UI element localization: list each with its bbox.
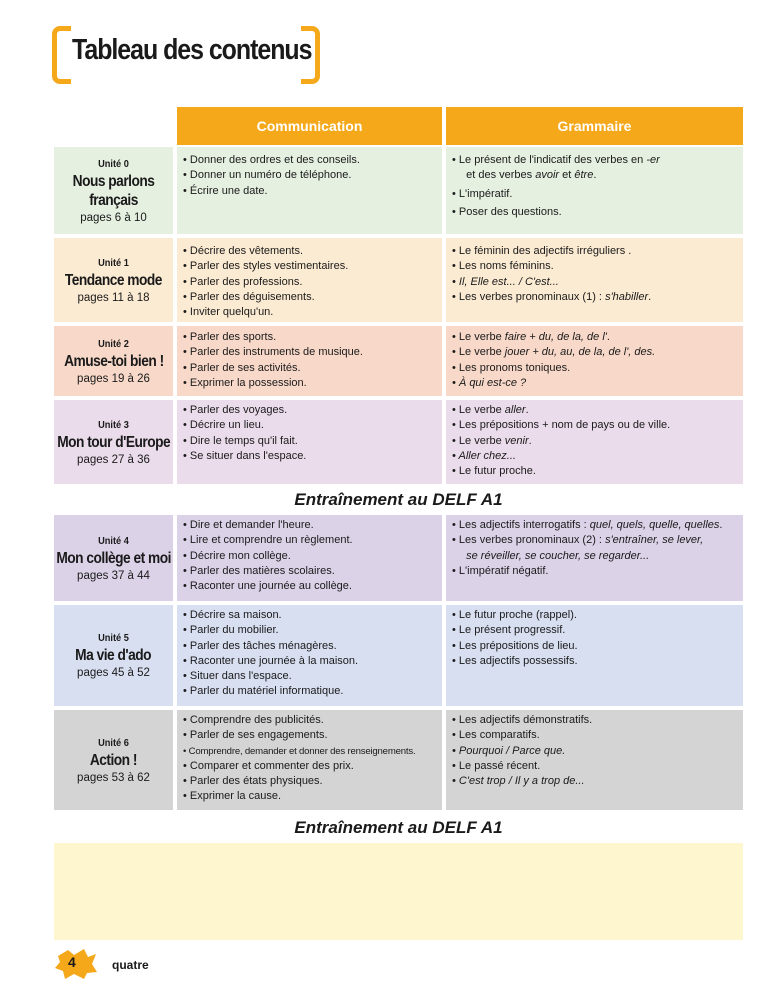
- page-title: Tableau des contenus: [72, 34, 312, 66]
- unit-pages: pages 53 à 62: [77, 771, 150, 784]
- unit-cell: [54, 710, 173, 810]
- communication-item: • Parler des déguisements.: [183, 290, 438, 305]
- grammaire-cell: [446, 147, 743, 234]
- grammaire-item: • Les prépositions de lieu.: [452, 639, 739, 654]
- communication-item: • Parler de ses activités.: [183, 361, 438, 376]
- communication-item: • Donner des ordres et des conseils.: [183, 153, 438, 168]
- communication-item: • Dire et demander l'heure.: [183, 518, 438, 533]
- unit-label: Unité 3: [98, 418, 129, 431]
- communication-item: • Inviter quelqu'un.: [183, 305, 438, 320]
- grammaire-item: • Le présent de l'indicatif des verbes en -er et des verbes avoir et être.: [452, 153, 739, 184]
- communication-item: • Raconter une journée à la maison.: [183, 654, 438, 669]
- unit-label: Unité 1: [98, 256, 129, 269]
- page-number-word: quatre: [112, 958, 149, 972]
- unit-name: Nous parlons français: [72, 172, 155, 209]
- unit-label: Unité 0: [98, 157, 129, 170]
- communication-cell: [177, 400, 442, 484]
- communication-item: • Parler des matières scolaires.: [183, 564, 438, 579]
- unit-row-5: [54, 605, 743, 706]
- communication-item: • Comprendre des publicités.: [183, 713, 438, 728]
- unit-row-0: [54, 147, 743, 234]
- grammaire-cell: [446, 605, 743, 706]
- grammaire-item: • Les pronoms toniques.: [452, 361, 739, 376]
- communication-item: • Raconter une journée au collège.: [183, 579, 438, 594]
- grammaire-item: • Le verbe venir.: [452, 434, 739, 449]
- page-number-badge: [54, 948, 96, 980]
- grammaire-item: • Les verbes pronominaux (2) : s'entraîner, se lever, se réveiller, se coucher, se regarder...: [452, 533, 739, 564]
- unit-cell: [54, 400, 173, 484]
- grammaire-item: • Les verbes pronominaux (1) : s'habiller.: [452, 290, 739, 305]
- grammaire-item: • Le verbe jouer + du, au, de la, de l', des.: [452, 345, 739, 360]
- communication-item: • Parler des sports.: [183, 330, 438, 345]
- communication-item: • Parler des professions.: [183, 275, 438, 290]
- unit-cell: [54, 605, 173, 706]
- unit-label: Unité 4: [98, 534, 129, 547]
- unit-name: Tendance mode: [64, 271, 163, 289]
- communication-item: • Parler des états physiques.: [183, 774, 438, 789]
- communication-cell: [177, 147, 442, 234]
- unit-pages: pages 11 à 18: [77, 291, 150, 304]
- unit-label: Unité 6: [98, 736, 129, 749]
- communication-cell: [177, 710, 442, 810]
- page-number: 4: [68, 954, 76, 970]
- grammaire-item: • Poser des questions.: [452, 205, 739, 220]
- communication-item: • Lire et comprendre un règlement.: [183, 533, 438, 548]
- unit-cell: [54, 147, 173, 234]
- communication-item: • Exprimer la possession.: [183, 376, 438, 391]
- grammaire-item: • Aller chez...: [452, 449, 739, 464]
- grammaire-item: • Le futur proche (rappel).: [452, 608, 739, 623]
- grammaire-item: • Le féminin des adjectifs irréguliers .: [452, 244, 739, 259]
- unit-name: Amuse-toi bien !: [63, 352, 164, 370]
- communication-item: • Parler des instruments de musique.: [183, 345, 438, 360]
- communication-item: • Parler du mobilier.: [183, 623, 438, 638]
- communication-item: • Parler des tâches ménagères.: [183, 639, 438, 654]
- grammaire-item: • Les noms féminins.: [452, 259, 739, 274]
- communication-item: • Comprendre, demander et donner des renseignements.: [183, 744, 438, 759]
- left-bracket-decoration: [52, 26, 71, 84]
- communication-item: • Parler des voyages.: [183, 403, 438, 418]
- communication-item: • Donner un numéro de téléphone.: [183, 168, 438, 183]
- unit-label: Unité 5: [98, 632, 129, 644]
- unit-pages: pages 37 à 44: [77, 569, 150, 582]
- communication-item: • Décrire des vêtements.: [183, 244, 438, 259]
- grammaire-item: • Le verbe faire + du, de la, de l'.: [452, 330, 739, 345]
- unit-row-3: [54, 400, 743, 484]
- delf-section-heading: Entraînement au DELF A1: [294, 490, 503, 509]
- grammaire-item: • C'est trop / Il y a trop de...: [452, 774, 739, 789]
- communication-item: • Se situer dans l'espace.: [183, 449, 438, 464]
- unit-name: Mon tour d'Europe: [57, 433, 170, 451]
- communication-item: • Écrire une date.: [183, 184, 438, 199]
- grammaire-cell: [446, 710, 743, 810]
- communication-cell: [177, 515, 442, 601]
- grammaire-item: • À qui est-ce ?: [452, 376, 739, 391]
- unit-row-1: [54, 238, 743, 322]
- grammaire-item: • Les comparatifs.: [452, 728, 739, 743]
- unit-cell: [54, 238, 173, 322]
- grammaire-item: • Il, Elle est... / C'est...: [452, 275, 739, 290]
- unit-name: Ma vie d'ado: [75, 647, 152, 664]
- grammaire-item: • Le futur proche.: [452, 464, 739, 479]
- communication-item: • Parler du matériel informatique.: [183, 684, 438, 699]
- unit-row-2: [54, 326, 743, 396]
- communication-item: • Décrire mon collège.: [183, 549, 438, 564]
- grammaire-item: • Le passé récent.: [452, 759, 739, 774]
- unit-name: Action !: [89, 751, 138, 769]
- delf-section-heading: Entraînement au DELF A1: [294, 818, 503, 837]
- unit-row-4: [54, 515, 743, 601]
- grammaire-cell: [446, 238, 743, 322]
- communication-cell: [177, 605, 442, 706]
- communication-item: • Parler de ses engagements.: [183, 728, 438, 743]
- grammaire-item: • Pourquoi / Parce que.: [452, 744, 739, 759]
- grammaire-item: • Les adjectifs démonstratifs.: [452, 713, 739, 728]
- communication-item: • Décrire un lieu.: [183, 418, 438, 433]
- communication-item: • Décrire sa maison.: [183, 608, 438, 623]
- grammaire-item: • Les adjectifs possessifs.: [452, 654, 739, 669]
- grammaire-cell: [446, 326, 743, 396]
- communication-item: • Parler des styles vestimentaires.: [183, 259, 438, 274]
- unit-row-6: [54, 710, 743, 810]
- unit-pages: pages 6 à 10: [80, 211, 147, 224]
- unit-cell: [54, 326, 173, 396]
- unit-pages: pages 27 à 36: [77, 453, 150, 466]
- communication-item: • Comparer et commenter des prix.: [183, 759, 438, 774]
- communication-cell: [177, 326, 442, 396]
- communication-item: • Exprimer la cause.: [183, 789, 438, 804]
- unit-pages: pages 19 à 26: [77, 372, 150, 385]
- header-grammaire: Grammaire: [446, 107, 743, 145]
- grammaire-item: • L'impératif.: [452, 187, 739, 202]
- grammaire-cell: [446, 515, 743, 601]
- grammaire-item: • Les prépositions + nom de pays ou de ville.: [452, 418, 739, 433]
- communication-item: • Dire le temps qu'il fait.: [183, 434, 438, 449]
- communication-item: • Situer dans l'espace.: [183, 669, 438, 684]
- grammaire-cell: [446, 400, 743, 484]
- unit-pages: pages 45 à 52: [77, 667, 150, 679]
- empty-content-box: [54, 843, 743, 940]
- page-title-box: [52, 26, 320, 78]
- unit-cell: [54, 515, 173, 601]
- unit-label: Unité 2: [98, 337, 129, 350]
- grammaire-item: • L'impératif négatif.: [452, 564, 739, 579]
- unit-name: Mon collège et moi: [56, 549, 171, 567]
- grammaire-item: • Le présent progressif.: [452, 623, 739, 638]
- grammaire-item: • Les adjectifs interrogatifs : quel, quels, quelle, quelles.: [452, 518, 739, 533]
- page-number-splash-icon: [54, 948, 98, 980]
- grammaire-item: • Le verbe aller.: [452, 403, 739, 418]
- header-communication: Communication: [177, 107, 442, 145]
- communication-cell: [177, 238, 442, 322]
